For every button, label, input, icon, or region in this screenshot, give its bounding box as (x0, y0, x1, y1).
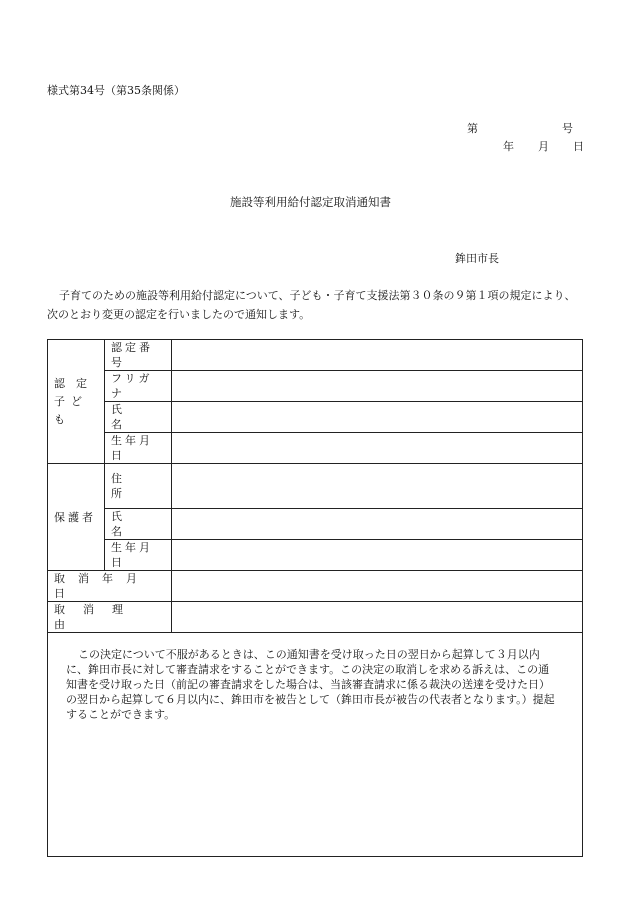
document-number-suffix: 号 (562, 122, 573, 135)
table-row (48, 402, 583, 433)
date-month-label: 月 (538, 140, 549, 153)
guardian-address-label: 住 所 (105, 464, 172, 509)
cert-number-value[interactable] (172, 340, 583, 371)
table-row (48, 371, 583, 402)
document-number-label: 第 (467, 122, 478, 135)
issue-date (503, 138, 584, 154)
form-number: 様式第34号（第35条関係） (47, 84, 185, 97)
cancel-date-value[interactable] (172, 571, 583, 602)
table-row (48, 340, 583, 371)
guardian-address-value[interactable] (172, 464, 583, 509)
cancel-date-label: 取消年月日 (48, 571, 172, 602)
cancel-reason-value[interactable] (172, 602, 583, 633)
guardian-birthdate-label: 生年月日 (105, 540, 172, 571)
furigana-value[interactable] (172, 371, 583, 402)
guardian-name-value[interactable] (172, 509, 583, 540)
notice-table (47, 339, 583, 857)
furigana-label: フリガナ (105, 371, 172, 402)
table-row (48, 602, 583, 633)
cert-number-label: 認定番号 (105, 340, 172, 371)
guardian-name-label: 氏 名 (105, 509, 172, 540)
guardian-group-label: 保護者 (48, 464, 105, 571)
child-group-label (48, 340, 105, 464)
table-row (48, 433, 583, 464)
document-title: 施設等利用給付認定取消通知書 (230, 195, 391, 209)
child-group-line2: 子ども (54, 394, 88, 426)
child-name-value[interactable] (172, 402, 583, 433)
table-row (48, 571, 583, 602)
appeal-notice: この決定について不服があるときは、この通知書を受け取った日の翌日から起算して３月以内に、鉾田市長に対して審査請求をすることができます。この決定の取消しを求める訴えは、この通知書を受け取った日（前記の審査請求をした場合は、当該審査請求に係る裁決の送達を受けた日）の翌日から起算して６月以内に、鉾田市を被告として（鉾田市長が被告の代表者となります。）提起することができます。 (48, 633, 583, 857)
table-row (48, 540, 583, 571)
cancel-reason-label: 取消理由 (48, 602, 172, 633)
guardian-birthdate-value[interactable] (172, 540, 583, 571)
child-birthdate-value[interactable] (172, 433, 583, 464)
date-year-label: 年 (503, 140, 514, 153)
child-name-label: 氏 名 (105, 402, 172, 433)
table-row (48, 509, 583, 540)
child-group-line1: 認 定 (54, 376, 87, 390)
date-day-label: 日 (573, 140, 584, 153)
table-row (48, 633, 583, 857)
issuer-name: 鉾田市長 (455, 252, 499, 265)
table-row (48, 464, 583, 509)
child-birthdate-label: 生年月日 (105, 433, 172, 464)
body-text: 子育てのための施設等利用給付認定について、子ども・子育て支援法第３０条の９第１項の規定により、次のとおり変更の認定を行いましたので通知します。 (47, 289, 576, 321)
